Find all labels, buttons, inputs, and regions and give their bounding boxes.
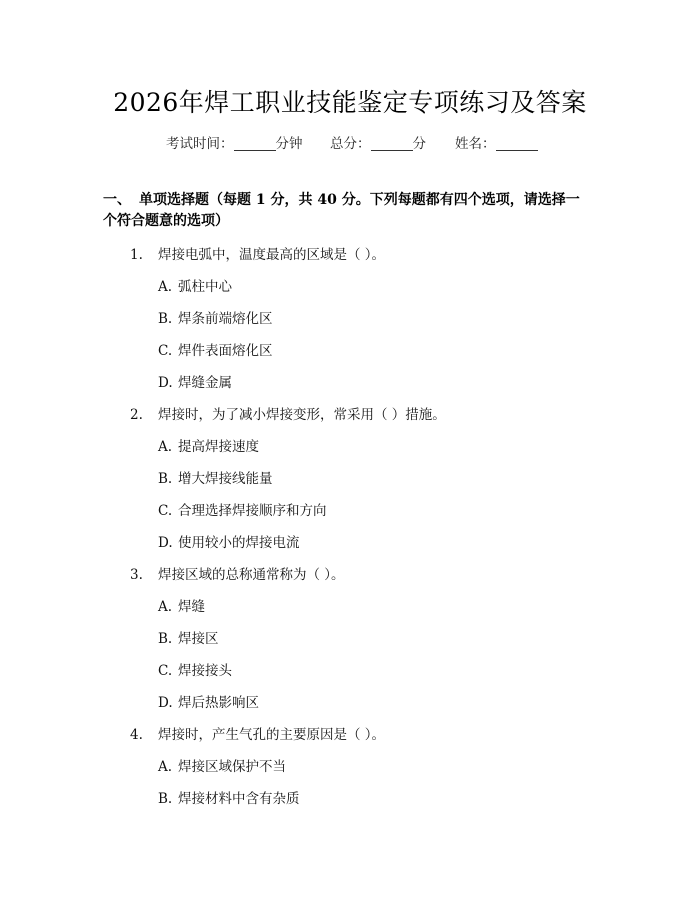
option-letter: B. [158,471,173,487]
option-letter: C. [158,343,173,359]
option-letter: C. [158,663,173,679]
question-3-option-b [158,627,219,647]
option-text: 焊后热影响区 [178,695,259,711]
option-letter: B. [158,311,173,327]
page-title: 2026年焊工职业技能鉴定专项练习及答案 [113,88,587,117]
option-text: 焊条前端熔化区 [178,311,273,327]
option-text: 焊件表面熔化区 [178,343,273,359]
question-number: 3. [130,567,143,583]
option-letter: C. [158,503,173,519]
option-text: 焊缝 [178,599,205,615]
exam-time-field [166,132,303,152]
name-field [455,132,538,152]
question-1-option-b [158,307,273,327]
question-number: 2. [130,407,143,423]
option-letter: A. [158,279,173,295]
question-1-option-d [158,371,232,391]
question-text: 焊接区域的总称通常称为（ ）。 [158,567,345,583]
question-number: 1. [130,247,143,263]
question-text: 焊接时，为了减小焊接变形，常采用（ ）措施。 [158,407,446,423]
exam-time-unit: 分钟 [275,136,303,152]
option-text: 弧柱中心 [178,279,232,295]
total-score-blank [371,136,413,151]
question-3-option-c [158,659,232,679]
option-letter: A. [158,439,173,455]
question-number: 4. [130,727,143,743]
option-text: 焊接区域保护不当 [178,759,286,775]
option-text: 使用较小的焊接电流 [178,535,300,551]
name-blank [496,136,538,151]
option-text: 增大焊接线能量 [178,471,273,487]
question-1-option-a [158,275,232,295]
option-letter: D. [158,375,173,391]
question-3 [130,563,345,583]
question-2-option-d [158,531,300,551]
question-text: 焊接电弧中，温度最高的区域是（ ）。 [158,247,386,263]
question-2-option-c [158,499,327,519]
option-letter: B. [158,631,173,647]
question-3-option-a [158,595,205,615]
total-score-label: 总分： [330,136,371,152]
option-text: 合理选择焊接顺序和方向 [178,503,327,519]
option-text: 焊接区 [178,631,219,647]
option-letter: B. [158,791,173,807]
question-2-option-a [158,435,259,455]
option-letter: A. [158,599,173,615]
section-heading-text: 单项选择题（每题 1 分，共 40 分。下列每题都有四个选项，请选择一个符合题意的选项） [103,192,580,229]
exam-time-label: 考试时间： [166,136,234,152]
question-2-option-b [158,467,273,487]
section-heading [103,190,593,232]
question-2 [130,403,446,423]
question-4-option-b [158,787,300,807]
question-1-option-c [158,339,273,359]
total-score-field [330,132,426,152]
question-1 [130,243,385,263]
question-text: 焊接时，产生气孔的主要原因是（ ）。 [158,727,386,743]
total-score-unit: 分 [412,136,426,152]
name-label: 姓名： [455,136,496,152]
section-number: 一、 [103,192,131,208]
option-text: 焊缝金属 [178,375,232,391]
option-text: 提高焊接速度 [178,439,259,455]
option-letter: D. [158,535,173,551]
option-text: 焊接材料中含有杂质 [178,791,300,807]
option-letter: D. [158,695,173,711]
question-4 [130,723,385,743]
option-text: 焊接接头 [178,663,232,679]
question-3-option-d [158,691,259,711]
option-letter: A. [158,759,173,775]
question-4-option-a [158,755,286,775]
exam-time-blank [234,136,276,151]
